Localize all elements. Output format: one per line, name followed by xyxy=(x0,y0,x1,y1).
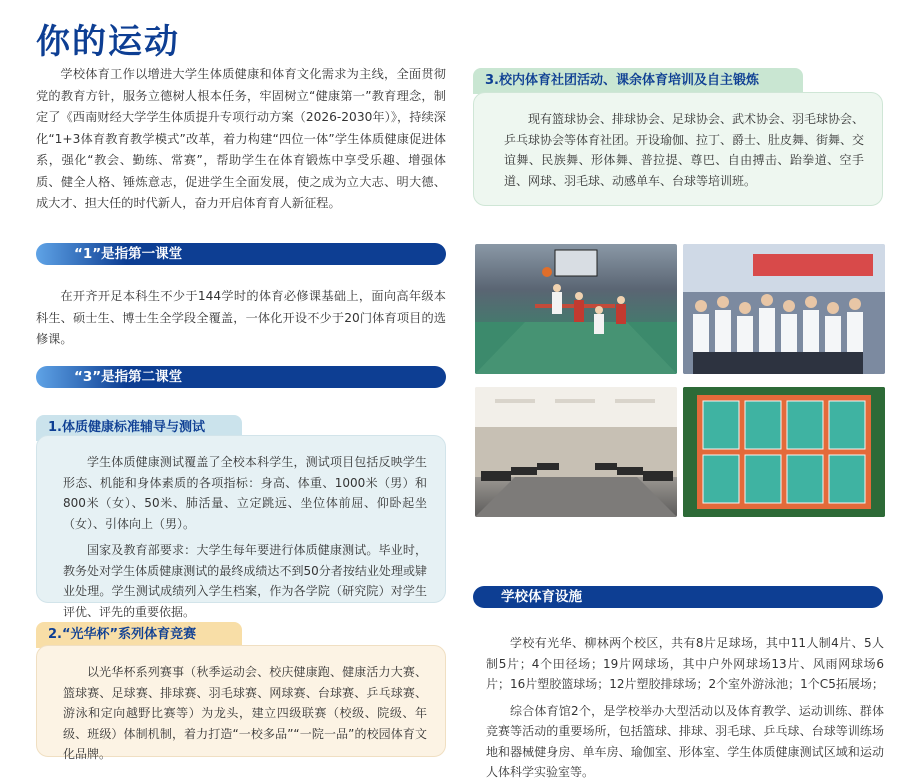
guanghua-cup-tab: 2.“光华杯”系列体育竞赛 xyxy=(36,622,242,648)
first-classroom-section xyxy=(36,286,446,351)
intro-text: 学校体育工作以增进大学生体质健康和体育文化需求为主线，全面贯彻党的教育方针，服务立德树人根本任务，牢固树立“健康第一”教育理念，制定了《西南财经大学学生体质提升专项行动方案（2026-2030年）》，持续深化“1+3体育教育教学模式”改革，着力构建“四位一体”学生体质健康促进体系，强化“教会、勤练、常赛”，帮助学生在体育锻炼中享受乐趣、增强体质、健全人格、锤炼意志，促进学生全面发展，使之成为立大志、明大德、成大才、担大任的时代新人，奋力开启体育育人新征程。 xyxy=(36,67,446,210)
fitness-test-text-1: 学生体质健康测试覆盖了全校本科学生，测试项目包括反映学生形态、机能和身体素质的各项指标：身高、体重、1000米（男）和800米（女）、50米、肺活量、立定跳远、坐位体前屈、仰卧起坐（女）、引体向上（男）。 xyxy=(63,455,427,531)
aerial-courts-photo xyxy=(683,387,885,517)
clubs-training-box xyxy=(473,92,883,206)
facilities-text-1: 学校有光华、柳林两个校区，共有8片足球场，其中11人制4片、5人制5片；4个田径场；19片网球场，其中户外网球场13片、风雨网球场6片；16片塑胶篮球场；12片塑胶排球场；2个室外游泳池；1个C5拓展场； xyxy=(486,636,884,691)
page-title: 你的运动 xyxy=(36,22,180,62)
guanghua-cup-text: 以光华杯系列赛事（秋季运动会、校庆健康跑、健康活力大赛、篮球赛、足球赛、排球赛、羽毛球赛、网球赛、台球赛、乒乓球赛、游泳和定向越野比赛等）为龙头，建立四级联赛（校级、院级、年级、班级）体制机制，着力打造“一校多品”“一院一品”的校园体育文化品牌。 xyxy=(63,665,427,761)
intro-paragraph xyxy=(36,64,446,215)
cheering-crowd-photo xyxy=(683,244,885,374)
facilities-heading: 学校体育设施 xyxy=(473,586,883,608)
basketball-game-photo xyxy=(475,244,677,374)
facilities-text-2: 综合体育馆2个，是学校举办大型活动以及体育教学、运动训练、群体竞赛等活动的重要场所，包括篮球、排球、羽毛球、乒乓球、台球等训练场地和器械健身房、单车房、瑜伽室、形体室、学生体质健康测试区域和运动人体科学实验室等。 xyxy=(486,703,884,779)
facilities-section xyxy=(486,633,884,780)
guanghua-cup-box xyxy=(36,645,446,761)
fitness-test-tab: 1.体质健康标准辅导与测试 xyxy=(36,415,242,441)
second-classroom-heading: “3”是指第二课堂 xyxy=(36,366,446,388)
first-classroom-heading: “1”是指第一课堂 xyxy=(36,243,446,265)
fitness-test-box xyxy=(36,435,446,619)
clubs-training-text: 现有篮球协会、排球协会、足球协会、武术协会、羽毛球协会、乒乓球协会等体育社团。开设瑜伽、拉丁、爵士、肚皮舞、街舞、交谊舞、民族舞、形体舞、普拉提、尊巴、自由搏击、跆拳道、空手道、网球、羽毛球、动感单车、台球等培训班。 xyxy=(504,112,865,188)
first-classroom-text: 在开齐开足本科生不少于144学时的体育必修课基础上，面向高年级本科生、硕士生、博士生全学段全覆盖，一体化开设不少于20门体育项目的选修课。 xyxy=(36,289,446,346)
gym-treadmills-photo xyxy=(475,387,677,517)
clubs-training-tab: 3.校内体育社团活动、课余体育培训及自主锻炼 xyxy=(473,68,803,94)
fitness-test-text-2: 国家及教育部要求：大学生每年要进行体质健康测试。毕业时，教务处对学生体质健康测试的最终成绩达不到50分者按结业处理或肄业处理。学生测试成绩列入学生档案，作为各学院（研究院）对学生评优、评先的重要依据。 xyxy=(63,543,427,619)
